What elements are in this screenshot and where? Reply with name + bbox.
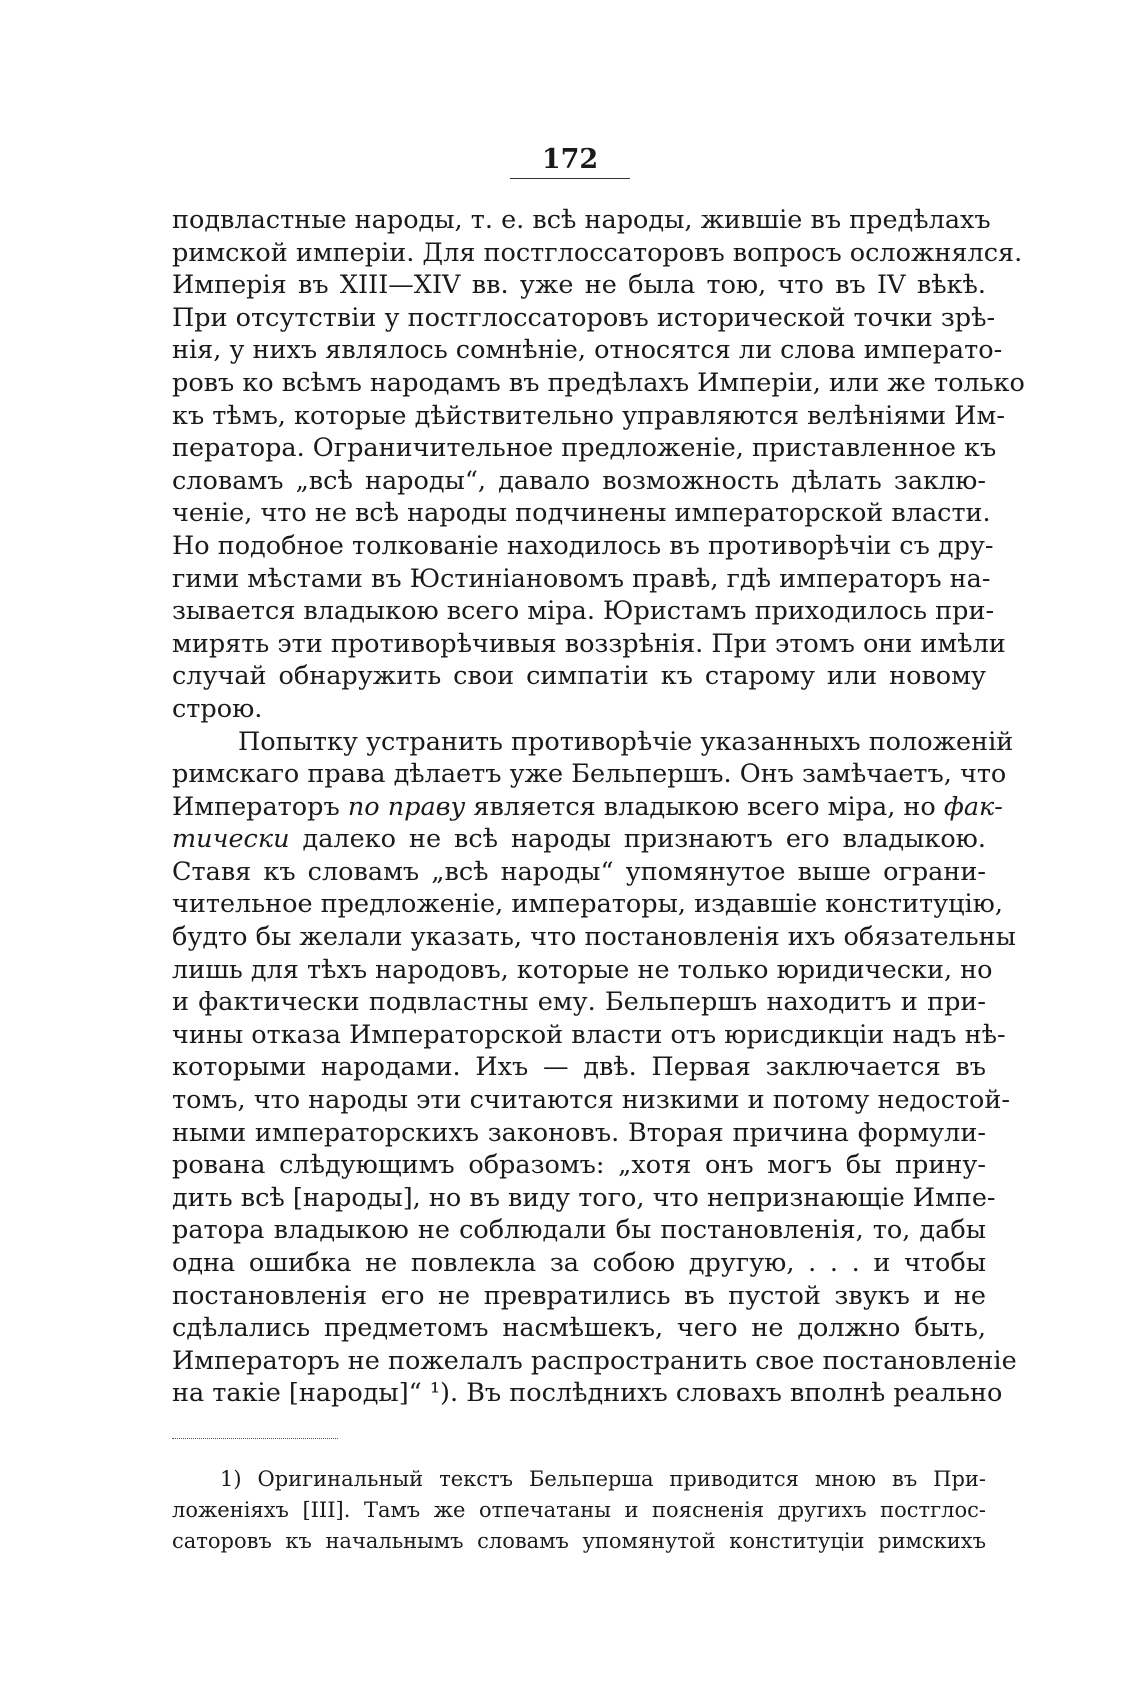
text-line: лишь для тѣхъ народовъ, которые не только юридически, но [172,954,993,985]
text-run: Императоръ [172,791,348,822]
text-line: При отсутствіи у постглоссаторовъ исторической точки зрѣ- [172,302,996,333]
text-line [172,823,986,856]
footnotes [172,1464,986,1557]
text-line: Ставя къ словамъ „всѣ народы“ упомянутое выше ограни- [172,856,986,887]
text-line: чины отказа Императорской власти отъ юрисдикціи надъ нѣ- [172,1019,1006,1050]
text-line: томъ, что народы эти считаются низкими и потому недостой- [172,1085,1010,1116]
text-line: сдѣлались предметомъ насмѣшекъ, чего не должно быть, [172,1313,986,1344]
footnote-line: ложеніяхъ [III]. Тамъ же отпечатаны и поясненія другихъ постглос- [172,1498,986,1522]
text-line: Имперія въ XIII—XIV вв. уже не была тою, что въ IV вѣкѣ. [172,270,986,301]
text-line: случай обнаружить свои симпатіи къ старому или новому [172,661,986,692]
text-line: ченіе, что не всѣ народы подчинены императорской власти. [172,498,991,529]
text-line: къ тѣмъ, которые дѣйствительно управляются велѣніями Им- [172,400,1005,431]
paragraph-start-line: Попытку устранить противорѣчіе указанныхъ положеній [238,726,1014,757]
text-line: строю. [172,693,263,724]
text-line: ператора. Ограничительное предложеніе, приставленное къ [172,433,997,464]
text-line: ными императорскихъ законовъ. Вторая причина формули- [172,1117,986,1148]
text-line: гими мѣстами въ Юстиніановомъ правѣ, гдѣ императоръ на- [172,563,991,594]
text-line: и фактически подвластны ему. Бельпершъ находитъ и при- [172,987,986,1018]
text-run: является владыкою всего міра, но [465,791,944,822]
footnote-line: 1) Оригинальный текстъ Бельперша приводится мною въ При- [220,1467,986,1491]
text-line: постановленія его не превратились въ пустой звукъ и не [172,1280,986,1311]
page-number: 172 [541,144,599,175]
footnote-separator [172,1438,338,1439]
italic-run: по праву [347,791,466,822]
italic-run: тически [172,824,290,855]
text-line: рована слѣдующимъ образомъ: „хотя онъ могъ бы прину- [172,1150,986,1181]
text-line: одна ошибка не повлекла за собою другую, . . . и чтобы [172,1248,986,1278]
page-number-rule [510,178,630,179]
text-line: нія, у нихъ являлось сомнѣніе, относятся ли слова императо- [172,335,1003,366]
main-text [172,204,1025,1410]
text-line: ратора владыкою не соблюдали бы постановленія, то, дабы [172,1215,986,1246]
text-line: римскаго права дѣлаетъ уже Бельпершъ. Онъ замѣчаетъ, что [172,759,1007,790]
text-line: чительное предложеніе, императоры, издавшіе конституцію, [172,889,1003,920]
text-line: на такіе [народы]“ ¹). Въ послѣднихъ словахъ вполнѣ реально [172,1378,1003,1409]
text-run: далеко не всѣ народы признаютъ его владыкою. [289,824,986,855]
text-line: мирять эти противорѣчивыя воззрѣнія. При этомъ они имѣли [172,628,1006,659]
footnote-line: саторовъ къ начальнымъ словамъ упомянутой конституціи римскихъ [172,1529,986,1553]
text-line: Но подобное толкованіе находилось въ противорѣчіи съ дру- [172,530,994,561]
text-line: словамъ „всѣ народы“, давало возможность дѣлать заклю- [172,465,986,496]
text-line: дить всѣ [народы], но въ виду того, что непризнающіе Импе- [172,1182,996,1213]
text-line: зывается владыкою всего міра. Юристамъ приходилось при- [172,596,995,627]
text-line: Императоръ не пожелалъ распространить свое постановленіе [172,1345,1017,1376]
text-line: которыми народами. Ихъ — двѣ. Первая заключается въ [172,1052,986,1083]
italic-run: фак- [943,791,1003,822]
text-line: ровъ ко всѣмъ народамъ въ предѣлахъ Имперіи, или же только [172,367,1025,398]
text-line: подвластные народы, т. е. всѣ народы, жившіе въ предѣлахъ [172,205,991,235]
text-line: будто бы желали указать, что постановленія ихъ обязательны [172,922,1016,953]
text-line: римской имперіи. Для постглоссаторовъ вопросъ осложнялся. [172,237,1023,268]
text-line [172,791,1003,824]
